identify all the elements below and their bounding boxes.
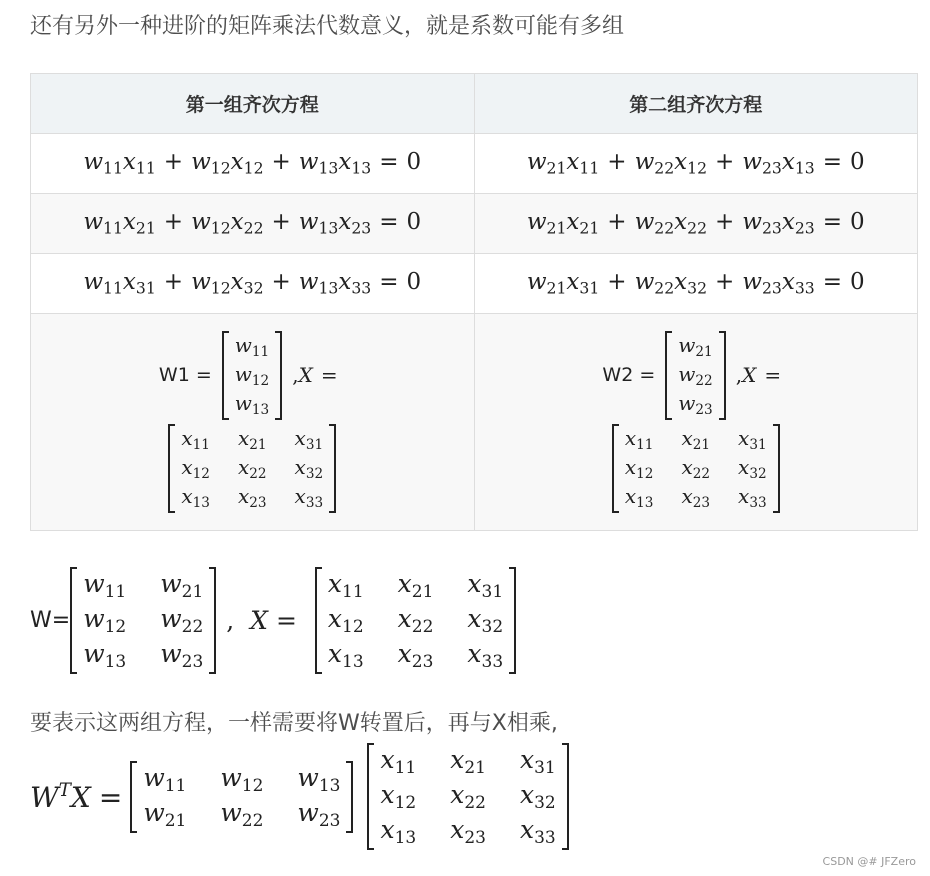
table-row-matrices bbox=[31, 314, 918, 531]
equation-2-2: $w_{21}x_{21} + w_{22}x_{22} + w_{23}x_{23} = 0$ bbox=[474, 194, 918, 254]
w-x-definition-line: W= $w_{11}$ $w_{21}$ $w_{12}$ $w_{22}$ $w_{13}$ $w_{23}$ , X = $x_{11}$ $x_{21}$ $x_{31}$ $x_{12}$ $x_{22}$ $x_{32}$ $x_{13}$ $x_{23}$ $x_{33}$ bbox=[30, 567, 516, 674]
equation-1-2: $w_{11}x_{21} + w_{12}x_{22} + w_{13}x_{23} = 0$ bbox=[31, 194, 475, 254]
w1-vector: $w_{11}$ $w_{12}$ $w_{13}$ bbox=[222, 331, 282, 420]
x-matrix: $x_{11}$ $x_{21}$ $x_{31}$ $x_{12}$ $x_{22}$ $x_{32}$ $x_{13}$ $x_{23}$ $x_{33}$ bbox=[315, 567, 516, 674]
table-row bbox=[31, 194, 918, 254]
table-row bbox=[31, 134, 918, 194]
x-matrix-1: $x_{11}$ $x_{21}$ $x_{31}$ $x_{12}$ $x_{22}$ $x_{32}$ $x_{13}$ $x_{23}$ $x_{33}$ bbox=[168, 424, 336, 513]
header-group-1: 第一组齐次方程 bbox=[31, 74, 475, 134]
watermark: CSDN @# JFZero bbox=[822, 855, 916, 868]
table-header-row bbox=[31, 74, 918, 134]
wt-x-product-line: $W^TX$ = $w_{11}$ $w_{12}$ $w_{13}$ $w_{21}$ $w_{22}$ $w_{23}$ $x_{11}$ $x_{21}$ $x_{31}$ $x_{12}$ $x_{22}$ $x_{32}$ $x_{13}$ $x_{23}$ $x_{33}$ bbox=[30, 743, 569, 850]
equation-1-1: $w_{11}x_{11} + w_{12}x_{12} + w_{13}x_{13} = 0$ bbox=[31, 134, 475, 194]
equation-2-3: $w_{21}x_{31} + w_{22}x_{32} + w_{23}x_{33} = 0$ bbox=[474, 254, 918, 314]
x-matrix-product: $x_{11}$ $x_{21}$ $x_{31}$ $x_{12}$ $x_{22}$ $x_{32}$ $x_{13}$ $x_{23}$ $x_{33}$ bbox=[367, 743, 568, 850]
equation-2-1: $w_{21}x_{11} + w_{22}x_{12} + w_{23}x_{13} = 0$ bbox=[474, 134, 918, 194]
w1-label: W1 = bbox=[158, 364, 212, 387]
header-group-2: 第二组齐次方程 bbox=[474, 74, 918, 134]
x-matrix-2: $x_{11}$ $x_{21}$ $x_{31}$ $x_{12}$ $x_{22}$ $x_{32}$ $x_{13}$ $x_{23}$ $x_{33}$ bbox=[612, 424, 780, 513]
equations-table bbox=[30, 73, 918, 531]
transpose-explanation: 要表示这两组方程，一样需要将W转置后，再与X相乘, bbox=[30, 711, 558, 736]
w2-vector: $w_{21}$ $w_{22}$ $w_{23}$ bbox=[665, 331, 725, 420]
w-label: W= bbox=[30, 608, 71, 634]
wt-matrix: $w_{11}$ $w_{12}$ $w_{13}$ $w_{21}$ $w_{22}$ $w_{23}$ bbox=[130, 761, 353, 833]
equation-1-3: $w_{11}x_{31} + w_{12}x_{32} + w_{13}x_{33} = 0$ bbox=[31, 254, 475, 314]
intro-text: 还有另外一种进阶的矩阵乘法代数意义，就是系数可能有多组 bbox=[30, 14, 625, 39]
w2-x-definition: W2 = $w_{21}$ $w_{22}$ $w_{23}$ ,X = $x_{11}$ $x_{21}$ $x_{31}$ $x_{12}$ $x_{22}$ $x_{32}$ $x_{13}$ $x_{23}$ $x_{33}$ bbox=[474, 314, 918, 531]
w1-x-definition: W1 = $w_{11}$ $w_{12}$ $w_{13}$ ,X = $x_{11}$ $x_{21}$ $x_{31}$ $x_{12}$ $x_{22}$ $x_{32}$ $x_{13}$ $x_{23}$ $x_{33}$ bbox=[31, 314, 475, 531]
table-row bbox=[31, 254, 918, 314]
w2-label: W2 = bbox=[602, 364, 656, 387]
w-matrix: $w_{11}$ $w_{21}$ $w_{12}$ $w_{22}$ $w_{13}$ $w_{23}$ bbox=[70, 567, 216, 674]
